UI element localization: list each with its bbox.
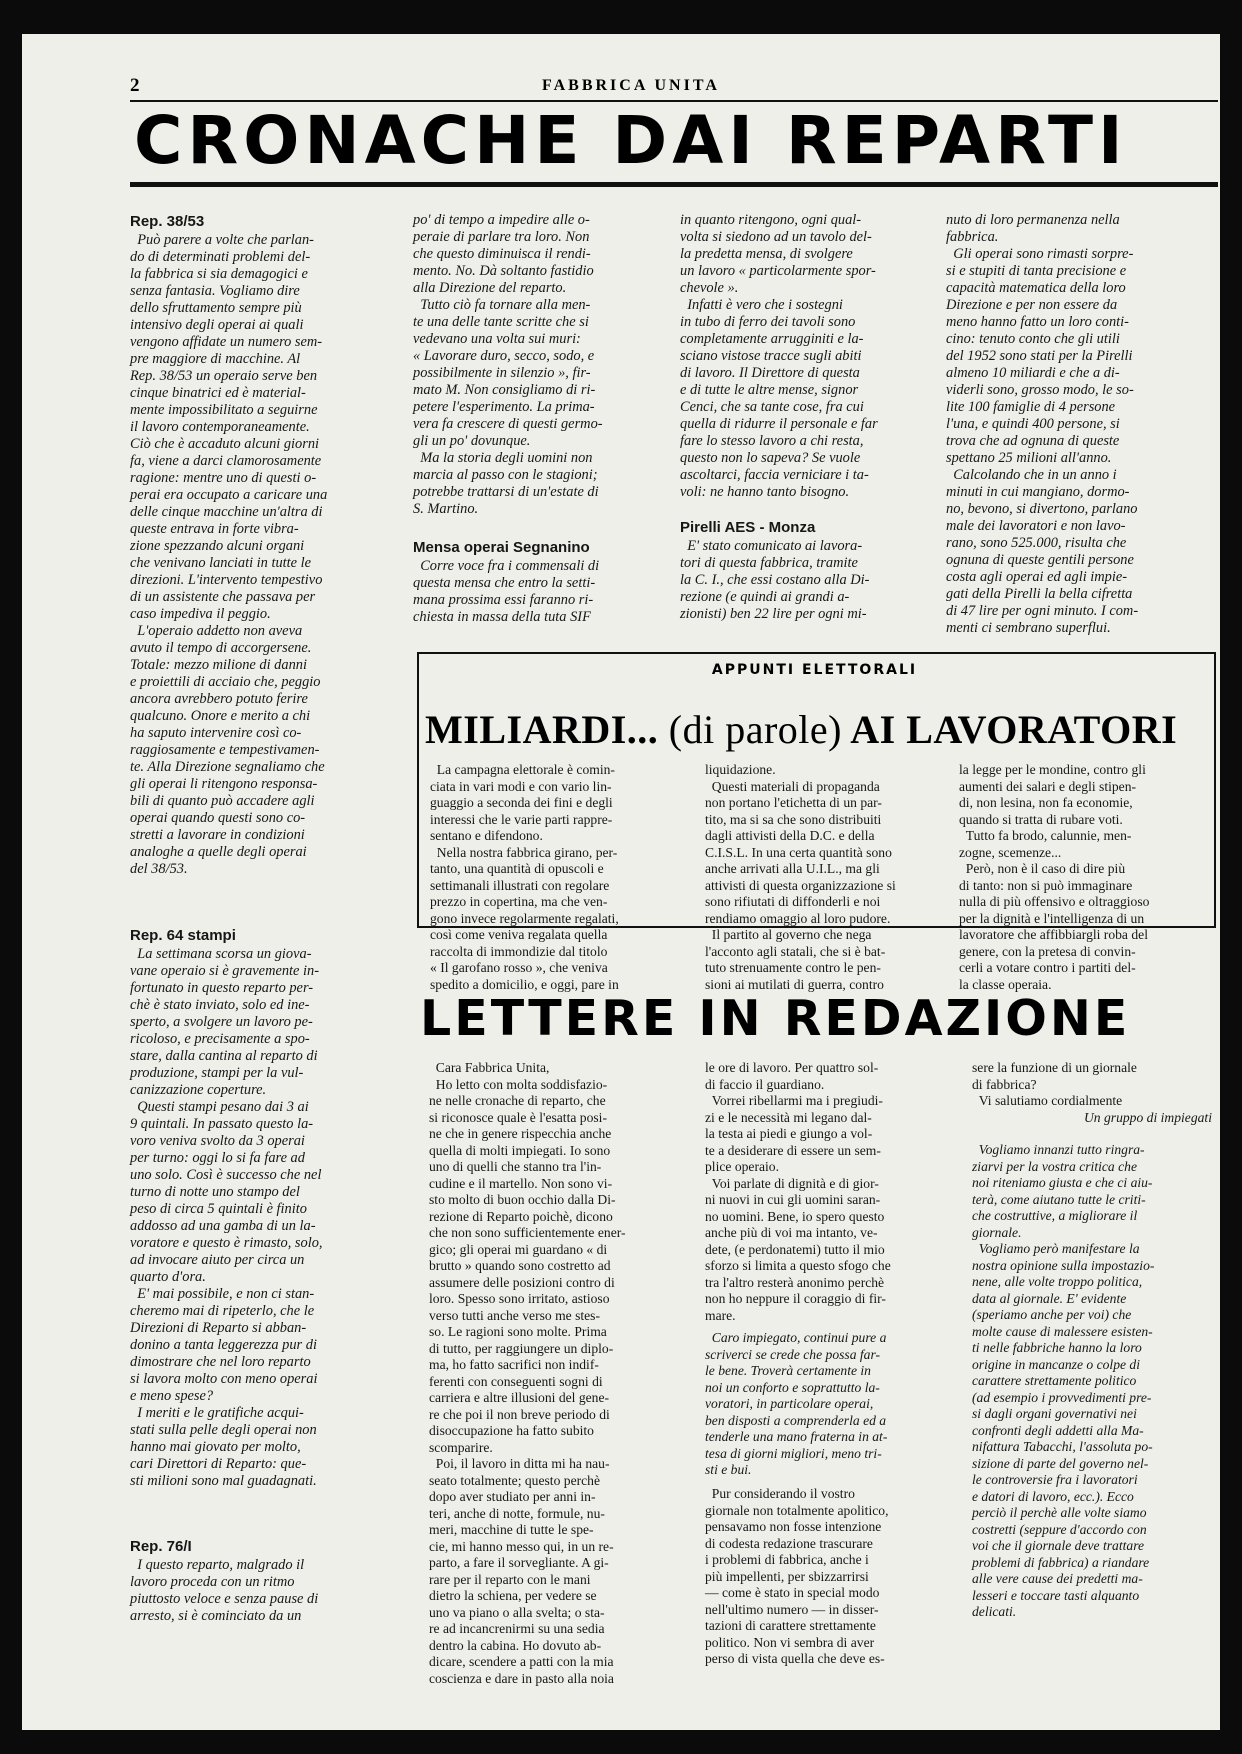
letter-2-text: Pur considerando il vostro giornale non totalmente apolitico, pensavamo non fosse intenzione di codesta redazione trascurare i problemi di fabbrica, anche i più impellenti, per sbizzarrirsi — come è stato in special modo nell'ultimo numero — in disser- tazioni di carattere strettamente politico. Non vi sembra di aver perso di vista quella che deve es- (705, 1486, 889, 1666)
article-mensa-continued (680, 212, 932, 532)
appunti-column-1: La campagna elettorale è comin- ciata in vari modi e con vario lin- guaggio a seconda dei fini e degli interessi che le varie parti rappre- sentano e difendono. Nella nostra fabbrica girano, per- tanto, una quantità di opuscoli e settimanali illustrati con regolare prezzo in copertina, ma che ven- gono invece regolarmente regalati, così come veniva regalata quella raccolta di immondizie dal titolo « Il garofano rosso », che veniva spedito a domicilio, e oggi, pare in (430, 762, 619, 992)
article-text: I questo reparto, malgrado il lavoro proceda con un ritmo piuttosto veloce e senza pause di arresto, si è cominciato da un (130, 1557, 319, 1624)
article-rep-76 (130, 1537, 398, 1637)
article-text: La settimana scorsa un giova- vane operaio si è gravemente in- fortunato in questo reparto per- chè è stato inviato, solo ed ine- sperto, a svolgere un lavoro pe- ricoloso, e precisamente a spo- stare, dalla cantina al reparto di produzione, stampi per la vul- canizzazione coperture. Questi stampi pesano dai 3 ai 9 quintali. In passato questo la- voro veniva svolto da 3 operai per turno: oggi lo si fa fare ad uno solo. Così è successo che nel turno di notte uno stampo del peso di circa 5 quintali è finito addosso ad una gamba di un la- voratore e questo è rimasto, solo, ad invocare aiuto per circa un quarto d'ora. E' mai possibile, e non ci stan- cheremo mai di ripeterlo, che le Direzioni di Reparto si abban- donino a tanta leggerezza pur di dimostrare che nel loro reparto si lavora molto con meno operai e meno spese? I meriti e le gratifiche acqui- stati sulla pelle degli operai non hanno mai giovato per molto, cari Direttori di Reparto: que- sti milioni sono mal guadagnati. (130, 946, 323, 1489)
heading-pirelli: Pirelli AES - Monza (680, 519, 816, 536)
newspaper-page (22, 34, 1220, 1730)
box-kicker: APPUNTI ELETTORALI (711, 662, 918, 678)
article-text: Può parere a volte che parlan- do di determinati problemi del- la fabbrica si sia demagogici e senza fantasia. Vogliamo dire dello sfruttamento sempre più intensivo degli operai ai quali vengono affidate un numero sem- pre maggiore di macchine. Al Rep. 38/53 un operaio serve ben cinque binatrici ed è material- mente impossibilitato a seguirne il lavoro contemporaneamente. Ciò che è accaduto alcuni giorni fa, viene a darci clamorosamente ragione: mentre uno di questi o- perai era occupato a caricare una delle cinque macchine un'altra di queste entrava in forte vibra- zione spezzando alcuni organi che venivano lanciati in tutte le direzioni. L'intervento tempestivo di un assistente che passava per caso impediva il peggio. L'operaio addetto non aveva avuto il tempo di accorgersene. Totale: mezzo milione di danni e proiettili di acciaio che, peggio ancora avrebbero potuto ferire qualcuno. Onore e merito a chi ha saputo intervenire così co- raggiosamente e tempestivamen- te. Alla Direzione segnaliamo che gli operai li ritengono responsa- bili di quanto può accadere agli operai quando questi sono co- stretti a lavorare in condizioni analoghe a quelle degli operai del 38/53. (130, 232, 328, 877)
headline-part-3: AI LAVORATORI (850, 707, 1178, 752)
article-pirelli-continued (946, 212, 1214, 648)
article-text: Corre voce fra i commensali di questa mensa che entro la setti- mana prossima essi faranno ri- chiesta in massa della tuta SIF (413, 558, 600, 625)
appunti-column-2: liquidazione. Questi materiali di propaganda non portano l'etichetta di un par- tito, ma si sa che sono distribuiti dagli attivisti della D.C. e della C.I.S.L. In una certa quantità sono anche arrivati alla U.I.L., ma gli attivisti di questa organizzazione si sono rifiutati di diffonderli e noi rendiamo omaggio al loro pudore. Il partito al governo che nega l'acconto agli statali, che si è bat- tuto strenuamente contro le pen- sioni ai mutilati di guerra, contro (705, 762, 896, 992)
heading-rep-64-stampi: Rep. 64 stampi (130, 927, 236, 944)
letters-banner: LETTERE IN REDAZIONE (420, 990, 1131, 1047)
heading-mensa: Mensa operai Segnanino (413, 539, 590, 556)
article-text: E' stato comunicato ai lavora- tori di questa fabbrica, tramite la C. I., che essi costano alla Di- rezione (e quindi ai grandi a- zionisti) ben 22 lire per ogni mi- (680, 538, 870, 622)
article-text: po' di tempo a impedire alle o- peraie di parlare tra loro. Non che questo diminuisca il rendi- mento. No. Dà soltanto fastidio alla Direzione del reparto. Tutto ciò fa tornare alla men- te una delle tante scritte che si vedevano una volta sui muri: « Lavorare duro, secco, sodo, e possibilmente in silenzio », fir- mato M. Non consigliamo di ri- petere l'esperimento. La prima- vera fa crescere di questi germo- gli un po' dovunque. Ma la storia degli uomini non marcia al passo con le stagioni; potrebbe trattarsi di un'estate di S. Martino. (413, 212, 603, 517)
banner-rule (130, 182, 1218, 187)
letter-1-column-1: Cara Fabbrica Unita, Ho letto con molta soddisfazio- ne nelle cronache di reparto, che si riconosce quale è l'esatta posi- ne che in genere rispecchia anche quella di molti impiegati. Io sono uno di quelli che stanno tra l'in- cudine e il martello. Non sono vi- sto molto di buon occhio dalla Di- rezione di Reparto poichè, dicono che non sono sufficientemente ener- gico; gli operai mi guardano « di brutto » quando sono costretto ad assumere delle posizioni contro di loro. Spesso sono irritato, astioso verso tutti anche verso me stes- so. Le ragioni sono molte. Prima di tutto, per raggiungere un diplo- ma, ho fatto sacrifici non indif- ferenti con conseguenti sogni di carriera e altre illusioni del gene- re che poi il non breve periodo di disoccupazione ha fatto subito scomparire. Poi, il lavoro in ditta mi ha nau- seato totalmente; questo perchè dopo aver studiato per anni in- teri, anche di notte, formule, nu- meri, macchine di tutte le spe- cie, mi hanno messo qui, in un re- parto, a fare il sorvegliante. A gi- rare per il reparto con le mani dietro la schiena, per vedere se uno va piano o alla svelta; o sta- re ad incancrenirmi su una sedia dentro la cabina. Ho dovuto ab- dicare, scendere a patti con la mia coscienza e dare in pasto alla noia (429, 1060, 626, 1686)
headline-part-2: (di parole) (668, 707, 842, 752)
letter-1-continued: le ore di lavoro. Per quattro sol- di faccio il guardiano. Vorrei ribellarmi ma i pregiudi- zi e le necessità mi legano dal- la testa ai piedi e giungo a vol- te a desiderare di essere un sem- plice operaio. Voi parlate di dignità e di gior- ni nuovi in cui gli uomini saran- no uomini. Bene, io spero questo anche più di voi ma intanto, ve- dete, (e perdonatemi) tutto il mio sforzo si limita a questo sfogo che tra l'altro resterà anonimo perchè non ho neppure il coraggio di fir- mare. (705, 1060, 891, 1323)
letter-2-signature: Un gruppo di impiegati (1083, 1110, 1212, 1125)
letter-2-continued: sere la funzione di un giornale di fabbrica? Vi salutiamo cordialmente (972, 1060, 1137, 1108)
heading-rep-38-53: Rep. 38/53 (130, 213, 205, 230)
section-banner: CRONACHE DAI REPARTI (134, 102, 1128, 179)
masthead-title: FABBRICA UNITA (542, 77, 720, 94)
editor-reply-2: Vogliamo innanzi tutto ringra- ziarvi per la vostra critica che noi riteniamo giusta e che ci aiu- terà, come aiutano tutte le criti- che costruttive, a migliorare il giornale. Vogliamo però manifestare la nostra opinione sulla impostazio- nene, alle volte troppo politica, data al giornale. E' evidente (speriamo anche per voi) che molte cause di malessere esisten- ti nelle fabbriche hanno la loro origine in mancanze o colpe di carattere strettamente politico (ad esempio i provvedimenti pre- si dagli organi governativi nei confronti degli addetti alla Ma- nifattura Tabacchi, l'assoluta po- sizione di parte del governo nel- le controversie fra i lavoratori e datori di lavoro, ecc.). Ecco perciò il perchè alle volte siamo costretti (seppure d'accordo con voi che il giornale deve trattare problemi di fabbrica) a riandare alle vere cause dei predetti ma- lesseri e toccare tasti alquanto delicati. (972, 1142, 1155, 1619)
headline-part-1: MILIARDI... (425, 707, 659, 752)
article-continued (413, 212, 663, 532)
appunti-column-3: la legge per le mondine, contro gli aumenti dei salari e degli stipen- di, non lesina, non fa economie, quando si tratta di rubare voti. Tutto fa brodo, calunnie, men- zogne, scemenze... Però, non è il caso di dire più di tanto: non si può immaginare nulla di più offensivo e oltraggioso per la dignità e l'intelligenza di un lavoratore che affibbiargli roba del genere, con la pretesa di convin- cerli a votare contro i partiti del- la classe operaia. (959, 762, 1150, 992)
article-text: nuto di loro permanenza nella fabbrica. Gli operai sono rimasti sorpre- si e stupiti di tanta precisione e capacità matematica della loro Direzione e per non essere da meno hanno fatto un loro conti- cino: tenuto conto che gli utili del 1952 sono stati per la Pirelli almeno 10 miliardi e che a di- viderli sono, grosso modo, le so- lite 100 famiglie di 4 persone l'una, e quindi 400 persone, si trova che ad ognuna di queste spettano 25 milioni all'anno. Calcolando che in un anno i minuti in cui mangiano, dormo- no, bevono, si divertono, parlano male dei lavoratori e non lavo- rano, sono 525.000, risulta che ognuna di queste gentili persone costa agli operai ed agli impie- gati della Pirelli la bella cifretta di 47 lire per ogni minuto. I com- menti ci sembrano superflui. (946, 212, 1139, 636)
article-pirelli-aes (680, 518, 932, 648)
article-rep-64-stampi (130, 926, 398, 1546)
article-text: in quanto ritengono, ogni qual- volta si siedono ad un tavolo del- la predetta mensa, di svolgere un lavoro « particolarmente spor- chevole ». Infatti è vero che i sostegni in tubo di ferro dei tavoli sono completamente arrugginiti e la- sciano vistose tracce sugli abiti di lavoro. Il Direttore di questa e di tutte le altre mense, signor Cenci, che sa tante cose, fra cui quella di ridurre il personale e far fare lo stesso lavoro a chi resta, questo non lo sapeva? Se vuole ascoltarci, faccia verniciare i ta- voli: ne hanno tanto bisogno. (680, 212, 878, 500)
page-number: 2 (130, 75, 140, 96)
heading-rep-76: Rep. 76/I (130, 1538, 192, 1555)
article-mensa-segnanino (413, 538, 663, 648)
editor-reply-1: Caro impiegato, continui pure a scriverci se crede che possa far- le bene. Troverà certamente in noi un conforto e soprattutto la- voratori, in particolare operai, ben disposti a comprenderla ed a tenderle una mano fraterna in at- tesa di giorni migliori, meno tri- sti e bui. (705, 1330, 888, 1477)
article-rep-38-53 (130, 212, 398, 942)
box-headline (425, 707, 1205, 752)
